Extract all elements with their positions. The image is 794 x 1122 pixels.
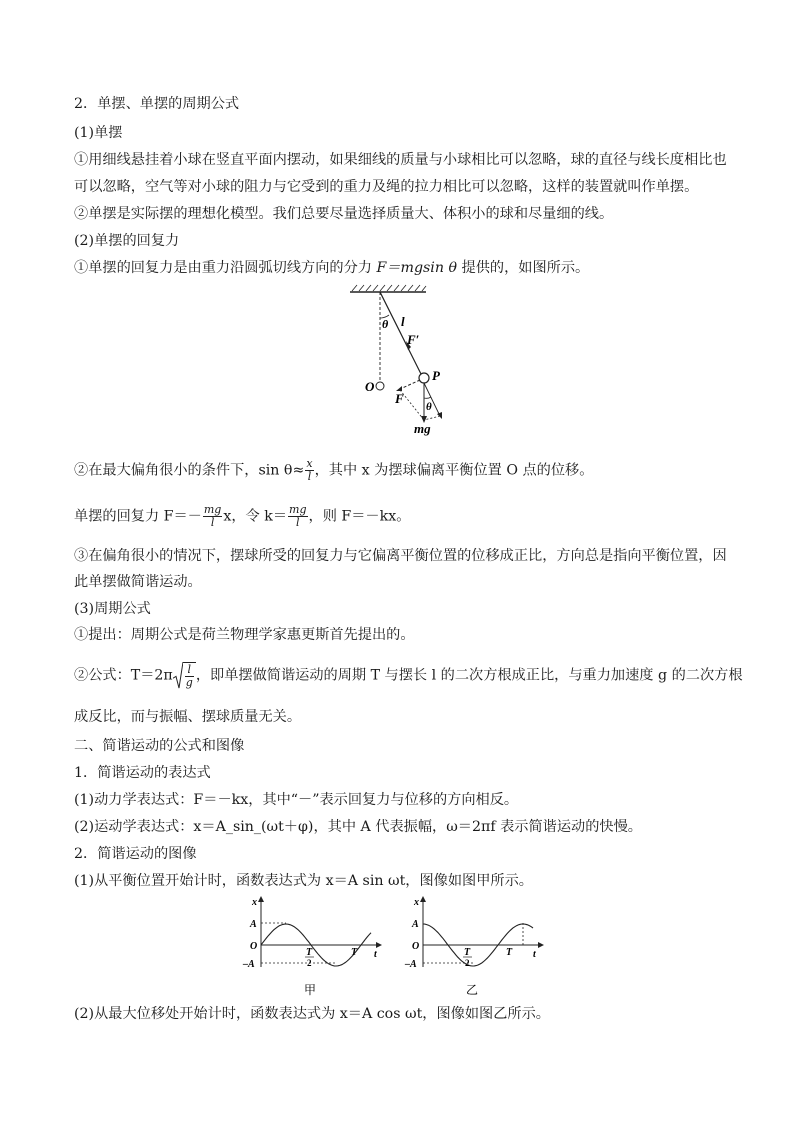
paragraph-kinematic-expression: (2)运动学表达式：x＝A_sin_(ωt＋φ)，其中 A 代表振幅，ω＝2πf 表示简谐运动的快慢。 (74, 819, 642, 835)
cosine-graph (402, 893, 552, 998)
ceiling-hatch (352, 285, 426, 291)
subsection-restoring-force: (2)单摆的回复力 (74, 233, 180, 249)
label-theta-bottom: θ (426, 401, 432, 413)
section-heading-shm: 二、简谐运动的公式和图像 (74, 738, 245, 754)
text-segment: ，则 F＝－kx。 (308, 508, 411, 525)
tick-label-O: O (412, 941, 420, 952)
paragraph-sine-graph: (1)从平衡位置开始计时，函数表达式为 x＝A sin ωt，图像如图甲所示。 (74, 873, 533, 889)
label-tension: F′ (407, 332, 420, 347)
graph-caption-yi: 乙 (466, 983, 479, 997)
paragraph-definition-line1: ①用细线悬挂着小球在竖直平面内摆动，如果细线的质量与小球相比可以忽略，球的直径与线长度相比也 (74, 152, 727, 168)
axis-label-x: x (414, 897, 419, 908)
paragraph-definition-line2: 可以忽略，空气等对小球的阻力与它受到的重力及绳的拉力相比可以忽略，这样的装置就叫作单摆。 (74, 179, 699, 195)
paragraph-restoring-force-source (74, 258, 589, 278)
paragraph-shm-line2: 此单摆做简谐运动。 (74, 574, 202, 590)
paragraph-cosine-graph: (2)从最大位移处开始计时，函数表达式为 x＝A cos ωt，图像如图乙所示。 (74, 1006, 550, 1022)
paragraph-restoring-force-formula (74, 504, 410, 529)
text-segment: ②在最大偏角很小的条件下，sin θ≈ (74, 462, 305, 479)
text-segment: ，其中 x 为摆球偏离平衡位置 O 点的位移。 (314, 462, 594, 479)
tick-label-two: 2 (465, 958, 470, 968)
axis-label-t: t (533, 949, 536, 960)
paragraph-dynamic-expression: (1)动力学表达式：F＝－kx，其中“－”表示回复力与位移的方向相反。 (74, 792, 519, 808)
subsection-graphs: 2．简谐运动的图像 (74, 846, 197, 862)
subsection-simple-pendulum: (1)单摆 (74, 125, 123, 141)
angle-arc-bottom (424, 397, 431, 398)
fraction-mg-over-l-2: $\frac{mg}{l}$ (289, 503, 307, 529)
tick-label-two: 2 (307, 958, 312, 968)
tick-label-half-T: T (464, 947, 471, 958)
graph-caption-jia: 甲 (304, 983, 317, 997)
paragraph-ideal-model: ②单摆是实际摆的理想化模型。我们总要尽量选择质量大、体积小的球和尽量细的线。 (74, 206, 614, 222)
tick-label-A: A (250, 919, 257, 930)
axis-label-t: t (374, 949, 377, 960)
paragraph-period-formula-line2: 成反比，而与振幅、摆球质量无关。 (74, 709, 302, 725)
label-origin: O (365, 379, 375, 394)
label-force: F (395, 391, 404, 406)
fraction-mg-over-l: $\frac{mg}{l}$ (203, 503, 222, 529)
text-segment: 提供的，如图所示。 (457, 260, 590, 276)
sine-graph (240, 893, 390, 998)
paragraph-period-formula (74, 662, 743, 689)
text-segment: x，令 k＝ (223, 508, 288, 525)
tick-label-negA: –A (405, 959, 417, 970)
sqrt-l-over-g: $\frac{l}{g}$ (173, 662, 196, 689)
axis-label-x: x (252, 897, 257, 908)
text-segment: ②公式：T＝2π (74, 667, 173, 684)
text-segment: ①单摆的回复力是由重力沿圆弧切线方向的分力 (74, 260, 377, 276)
label-point-p: P (432, 368, 440, 383)
text-segment: ，即单摆做简谐运动的周期 T 与摆长 l 的二次方根成正比，与重力加速度 g 的二次方根 (195, 667, 743, 684)
pendulum-figure (340, 280, 450, 440)
paragraph-huygens: ①提出：周期公式是荷兰物理学家惠更斯首先提出的。 (74, 627, 415, 643)
tick-label-A: A (412, 919, 419, 930)
tick-label-T: T (506, 947, 513, 958)
fraction-x-over-l: $\frac{x}{l}$ (306, 457, 313, 483)
label-gravity: mg (414, 421, 431, 436)
radical-sign (173, 662, 183, 689)
subsection-period-formula: (3)周期公式 (74, 601, 151, 617)
subsection-expression: 1．简谐运动的表达式 (74, 765, 211, 781)
label-theta-top: θ (382, 317, 389, 331)
paragraph-shm-line1: ③在偏角很小的情况下，摆球所受的回复力与它偏离平衡位置的位移成正比，方向总是指向平衡位置，因 (74, 548, 727, 564)
tick-label-T: T (351, 947, 358, 958)
tick-label-O: O (250, 941, 258, 952)
pendulum-ball (419, 373, 429, 383)
label-length: l (401, 314, 405, 329)
tick-label-half-T: T (306, 947, 313, 958)
text-segment: 单摆的回复力 F＝－ (74, 508, 202, 525)
section-heading-pendulum: 2．单摆、单摆的周期公式 (74, 96, 240, 112)
normal-component-arrowhead (437, 412, 442, 419)
formula-force: F＝mgsin θ (376, 260, 458, 276)
paragraph-small-angle (74, 458, 593, 483)
equilibrium-ball (376, 382, 384, 390)
tick-label-negA: –A (243, 959, 255, 970)
